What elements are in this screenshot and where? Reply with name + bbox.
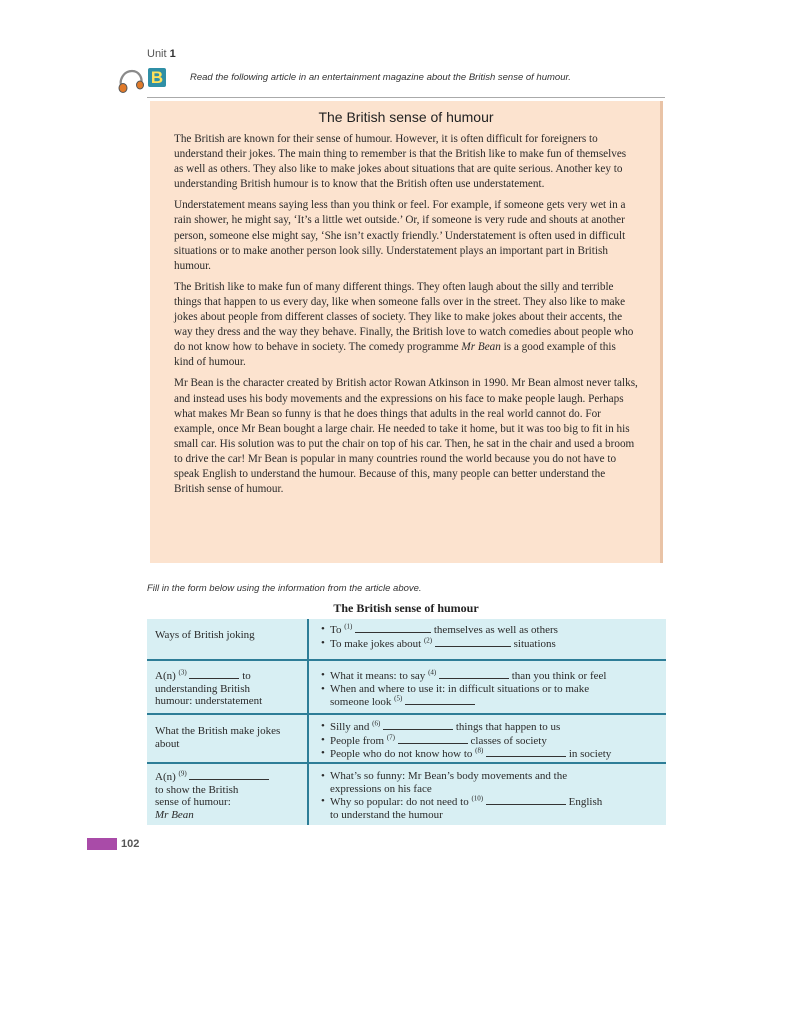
row-label: What the British make jokes about [147,714,308,763]
show-title: Mr Bean [461,341,501,354]
form-row-mr-bean [147,763,666,825]
blank-7[interactable] [398,734,468,744]
article-paragraph-4: Mr Bean is the character created by British actor Rowan Atkinson in 1990. Mr Bean almost never talks, and instead uses his body movements and the expressions on his face to make people laugh. Perhaps what makes Mr Bean so funny is that he does things that adults in the real world cannot do. For example, once Mr Bean bought a large chair. He needed to take it home, but it was too big to fit in his small car. His solution was to put the chair on top of his car. Then, he sat in the chair and used a broom to drive the car! Mr Bean is popular in many countries round the world because you do not have to speak English to understand the humour. Because of this, many people can better understand the British sense of humour. [174,377,638,496]
row-label: A(n) $^{(3)}$ to understanding British humour: understatement [147,660,308,714]
headphones-icon [116,68,146,94]
article-paragraph-1: The British are known for their sense of humour. However, it is often difficult for foreigners to understand their jokes. The main thing to remember is that the British like to make fun of themselves as well as others. They also like to make jokes about situations that are quite serious. Another key to understanding British humour is to know that the British often use understatement. [174,133,627,191]
row-content: • To $^{(1)}$ themselves as well as others • To make jokes about $^{(2)}$ situations [321,622,558,650]
blank-10[interactable] [486,795,566,805]
form-row-understatement [147,660,666,714]
row-content: • Silly and $^{(6)}$ things that happen to us • People from $^{(7)}$ classes of society • People who do not know how to $^{(8)}$ in society [321,719,612,761]
row-content: • What it means: to say $^{(4)}$ than you think or feel • When and where to use it: in difficult situations or to make someone look $^{(5)}$ [321,668,607,709]
reading-instruction: Read the following article in an entertainment magazine about the British sense of humour. [190,72,571,83]
article-box [150,101,663,563]
unit-label: Unit 1 [147,48,176,60]
blank-6[interactable] [383,720,453,730]
section-badge: B [148,68,166,87]
blank-8[interactable] [486,747,566,757]
blank-5[interactable] [405,695,475,705]
divider [147,97,665,98]
article-title: The British sense of humour [318,109,494,125]
article-paragraph-2: Understatement means saying less than you think or feel. For example, if someone gets very wet in a rain shower, he might say, ‘It’s a little wet outside.’ Or, if someone is very rude and shouts at another person, someone else might say, ‘She isn’t exactly friendly.’ Understatement is often used in difficult situations or to make another person look silly. Understatement plays an important part in British humour. [174,199,626,272]
blank-9[interactable] [189,770,269,780]
form-title: The British sense of humour [333,601,479,615]
blank-2[interactable] [435,637,511,647]
unit-number: 1 [169,48,176,60]
page-marker [87,838,117,850]
article-paragraph-3: The British like to make fun of many different things. They often laugh about the silly and terrible things that happen to us every day, like when someone falls over in the street. They also like to make jokes about people from different classes of society. They like to make jokes about their accents, the way they dress and the way they behave. Finally, the British love to watch comedies about people who do not know how to behave in society. The comedy programme Mr Bean is a good example of this kind of humour. [174,280,634,369]
form-row-topics [147,714,666,763]
row-label: Ways of British joking [147,619,308,660]
blank-1[interactable] [355,623,431,633]
form-instruction: Fill in the form below using the information from the article above. [147,583,422,594]
blank-4[interactable] [439,669,509,679]
row-content: • What’s so funny: Mr Bean’s body movements and the expressions on his face • Why so popular: do not need to $^{(10)}$ English to understand the humour [321,770,603,821]
form-row-ways [147,619,666,660]
blank-3[interactable] [189,669,239,679]
page-number: 102 [121,838,140,850]
humour-form [147,619,666,825]
row-label: A(n) $^{(9)}$ to show the British sense of humour: Mr Bean [147,763,308,825]
